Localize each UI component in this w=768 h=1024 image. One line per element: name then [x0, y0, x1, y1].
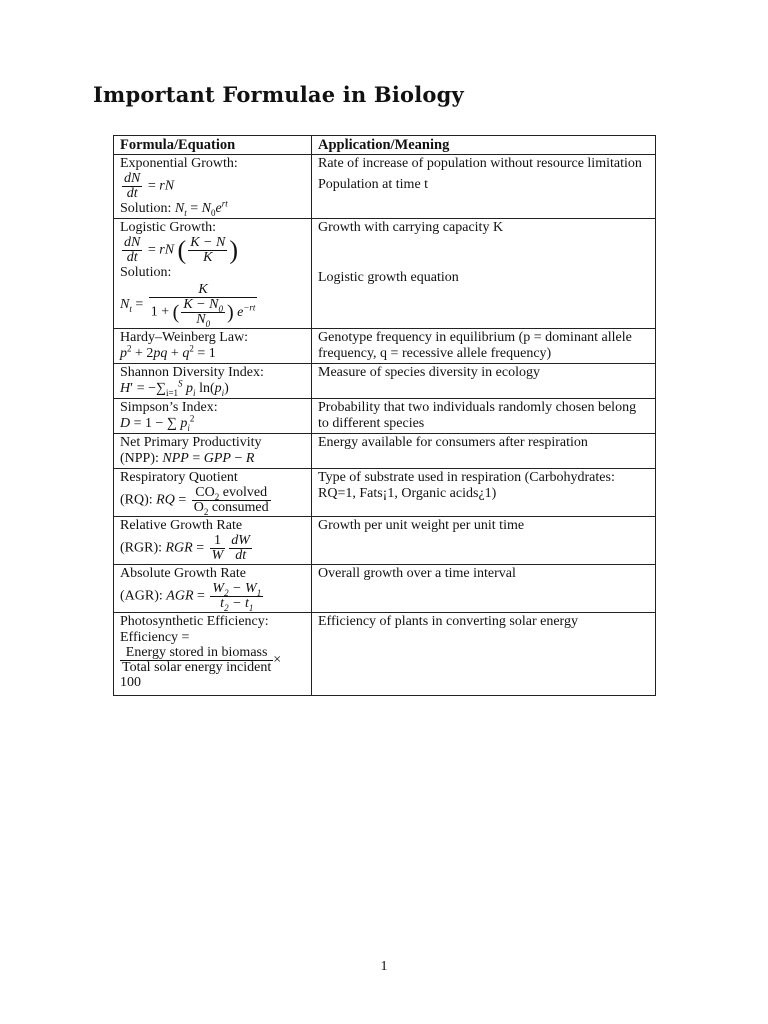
formula-name: Simpson’s Index:	[120, 400, 218, 415]
formula-cell	[114, 364, 312, 399]
formula-name: Shannon Diversity Index:	[120, 365, 264, 380]
table-header-row	[114, 136, 656, 155]
formula-solution: Solution: $N_t = N_0e^{rt}$	[120, 198, 228, 218]
formula-cell	[114, 613, 312, 696]
formula-name: Photosynthetic Efficiency:	[120, 614, 269, 629]
header-formula: Formula/Equation	[114, 136, 312, 155]
formula-expression: $p^2 + 2pq + q^2 = 1$	[120, 343, 216, 361]
formula-name: Hardy–Weinberg Law:	[120, 330, 249, 345]
formula-expression: $\frac{dN}{dt}$ = rN ( $\frac{K - N}{K}$ )	[124, 235, 239, 265]
meaning-cell: Type of substrate used in respiration (Carbohydrates: RQ=1, Fats¡1, Organic acids¿1)	[312, 469, 656, 517]
header-meaning: Application/Meaning	[312, 136, 656, 155]
meaning-cell: Overall growth over a time interval	[312, 565, 656, 613]
page-number: 1	[380, 959, 388, 974]
formula-expression: (RGR): RGR = $\frac{1}{W}$ $\frac{dW}{dt}$	[120, 533, 250, 563]
formula-name: Logistic Growth:	[120, 220, 217, 235]
table-row	[114, 219, 656, 329]
formula-cell	[114, 329, 312, 364]
meaning-cell: Genotype frequency in equilibrium (p = dominant allele frequency, q = recessive allele frequency)	[312, 329, 656, 364]
meaning-cell: Energy available for consumers after respiration	[312, 434, 656, 469]
formula-expression: (NPP): NPP = GPP − R	[120, 451, 255, 466]
formula-name: Net Primary Productivity	[120, 435, 262, 450]
table-row	[114, 364, 656, 399]
table-row	[114, 155, 656, 219]
meaning-cell	[312, 219, 656, 329]
formula-name: Relative Growth Rate	[120, 518, 243, 533]
meaning-cell: Growth per unit weight per unit time	[312, 517, 656, 565]
table-row	[114, 469, 656, 517]
table-row	[114, 517, 656, 565]
formula-cell	[114, 565, 312, 613]
formula-prefix: Efficiency =	[120, 630, 190, 645]
meaning-text: Growth with carrying capacity K	[318, 220, 504, 235]
formula-expression: $\frac{\text{Energy stored in biomass}}{\text{Total solar energy incident}}$ ×	[122, 645, 282, 675]
page-title: Important Formulae in Biology	[93, 82, 464, 107]
formula-cell	[114, 434, 312, 469]
table-row	[114, 434, 656, 469]
formula-name: Exponential Growth:	[120, 156, 238, 171]
formula-cell	[114, 517, 312, 565]
table-row	[114, 565, 656, 613]
formula-expression: $\frac{dN}{dt}$ = rN	[124, 171, 175, 201]
formulae-table	[113, 135, 656, 696]
meaning-text-2: Logistic growth equation	[318, 270, 459, 285]
formula-expression: $H' = -\sum_{i=1}^S$ $p_i$ $\ln(p_i)$	[120, 378, 229, 398]
formula-name: Absolute Growth Rate	[120, 566, 246, 581]
formula-solution-label: Solution:	[120, 265, 172, 280]
formula-cell	[114, 469, 312, 517]
formula-cell	[114, 219, 312, 329]
table-row	[114, 613, 656, 696]
table-row	[114, 399, 656, 434]
formula-expression: D = 1 − ∑ $p_i^2$	[120, 413, 195, 433]
formula-cell	[114, 155, 312, 219]
formula-expression: (AGR): AGR = $\frac{W_2 - W_1}{t_2 - t_1}$	[120, 581, 262, 613]
formula-solution: $N_t$ = K 1 + ( $\frac{K - N_0}{N_0}$ ) $e^{-rt}$	[120, 282, 256, 329]
meaning-cell	[312, 155, 656, 219]
meaning-cell: Measure of species diversity in ecology	[312, 364, 656, 399]
formula-expression: (RQ): RQ = $\frac{CO_2 evolved}{O_2 consumed}$	[120, 485, 269, 517]
formula-cell	[114, 399, 312, 434]
meaning-text: Rate of increase of population without resource limitation	[318, 156, 642, 171]
formula-name: Respiratory Quotient	[120, 470, 238, 485]
formula-suffix: 100	[120, 675, 141, 690]
meaning-cell: Probability that two individuals randomly chosen belong to different species	[312, 399, 656, 434]
meaning-cell: Efficiency of plants in converting solar energy	[312, 613, 656, 696]
meaning-text-2: Population at time t	[318, 177, 429, 192]
table-row	[114, 329, 656, 364]
